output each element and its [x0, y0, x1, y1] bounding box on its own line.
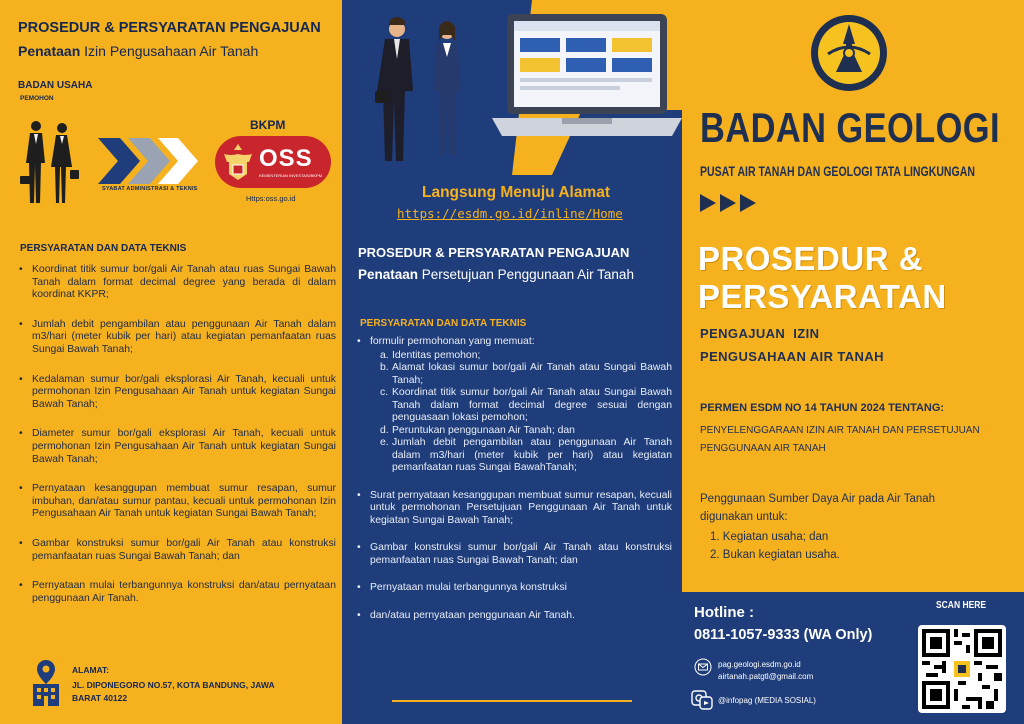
left-subtitle: Penataan Izin Pengusahaan Air Tanah	[18, 43, 259, 59]
divider	[392, 700, 632, 702]
email-icon	[694, 658, 712, 676]
qr-code[interactable]	[918, 625, 1006, 713]
qr-code-icon	[918, 625, 1006, 713]
list-item: • Diameter sumur bor/gali eksplorasi Air Tanah, kecuali untuk permohonan Izin Pengusahaan Air Tanah untuk kegiatan Sungai Bawah Tanah;	[18, 428, 336, 466]
list-item: • Gambar konstruksi sumur bor/gali Air Tanah atau konstruksi pemanfaatan ruas Sungai Bawah Tanah; dan	[356, 542, 672, 567]
esdm-logo	[806, 14, 892, 92]
list-item: e. Jumlah debit pengambilan atau penggunaan Air Tanah dalam m3/hari (meter kubik per hari) atau kegiatan pemanfaatan ruas Sungai BawahTanah;	[380, 437, 672, 473]
email-link[interactable]: airtanah.patgtl@gmail.com	[718, 672, 814, 681]
oss-logo	[215, 136, 331, 188]
address-label: ALAMAT:	[72, 665, 110, 675]
left-requirements-list	[18, 264, 336, 622]
list-item: • Kedalaman sumur bor/gali eksplorasi Air Tanah, kecuali untuk permohonan Izin Pengusahaan Air Tanah untuk kegiatan Sungai Bawah Tanah;	[18, 374, 336, 412]
list-item: • Pernyataan mulai terbangunnya konstruksi dan/atau pernyataan penggunaan Air Tanah.	[18, 580, 336, 605]
oss-small-text: KEMENTERIAN INVESTASI/BKPM	[259, 173, 323, 178]
website-link[interactable]: pag.geologi.esdm.go.id	[718, 660, 801, 669]
triple-arrow-icon	[698, 192, 760, 214]
list-item: • Pernyataan kesanggupan membuat sumur resapan, sumur imbuhan, dan/atau sumur pantau, kecuali untuk permohonan Izin Pengusahaan Air Tanah untuk kegiatan Sungai Bawah Tanah;	[18, 483, 336, 521]
left-panel	[0, 0, 342, 724]
esdm-url-link[interactable]: https://esdm.go.id/inline/Home	[397, 206, 623, 221]
list-item: • formulir permohonan yang memuat: a. Identitas pemohon; b. Alamat lokasi sumur bor/gali Air Tanah atau Sungai Bawah Tanah; c. Koordinat titik sumur bor/gali Air Tanah atau Sungai Bawah Tanah dalam format decimal degree sesuai dengan penguasaan lokasi pemohon; d. Peruntukan penggunaan Air Tanah; dan e. Jumlah debit pengambilan atau penggunaan Air Tanah dalam m3/hari (meter kubik per hari) atau kegiatan pemanfaatan ruas Sungai BawahTanah;	[356, 336, 672, 475]
list-item: • Jumlah debit pengambilan atau penggunaan Air Tanah dalam m3/hari (meter kubik per hari) atau kegiatan pemanfaatan ruas Sungai Bawah Tanah;	[18, 319, 336, 357]
list-item: • Koordinat titik sumur bor/gali Air Tanah atau ruas Sungai Bawah Tanah dalam format decimal degree yang berada di dalam koordinat KKPR;	[18, 264, 336, 302]
form-items-list	[370, 350, 672, 475]
middle-requirements-list	[356, 336, 672, 637]
left-requirements-heading: PERSYARATAN DAN DATA TEKNIS	[20, 243, 187, 254]
middle-requirements-heading: PERSYARATAN DAN DATA TEKNIS	[360, 318, 527, 329]
location-building-icon	[30, 660, 62, 706]
laptop-illustration	[492, 14, 682, 144]
oss-text: OSS	[259, 145, 313, 172]
list-item: • Pernyataan mulai terbangunnya konstruksi	[356, 582, 672, 595]
badan-geologi-subtitle: PUSAT AIR TANAH DAN GEOLOGI TATA LINGKUNGAN	[700, 164, 975, 179]
instagram-handle[interactable]: @infopag (MEDIA SOSIAL)	[718, 696, 816, 705]
badan-usaha-label: BADAN USAHA	[18, 80, 93, 91]
oss-url-link[interactable]: Https:oss.go.id	[246, 194, 296, 203]
social-media-icon	[690, 689, 714, 711]
pengajuan-izin-heading: PENGAJUAN IZIN PENGUSAHAAN AIR TANAH	[700, 326, 884, 364]
left-title: PROSEDUR & PERSYARATAN PENGAJUAN	[18, 20, 321, 36]
scan-here-label: SCAN HERE	[936, 600, 987, 611]
penggunaan-text: Penggunaan Sumber Daya Air pada Air Tanah digunakan untuk:	[700, 493, 936, 523]
prosedur-heading: PROSEDUR & PERSYARATAN	[698, 240, 947, 315]
pemohon-label: PEMOHON	[20, 95, 54, 102]
contact-section	[682, 592, 1024, 724]
list-item: b. Alamat lokasi sumur bor/gali Air Tanah atau Sungai Bawah Tanah;	[380, 362, 672, 386]
list-item: 1. Kegiatan usaha; dan	[710, 531, 829, 543]
middle-panel	[342, 0, 682, 724]
uses-list	[710, 528, 840, 564]
business-people-illustration	[357, 15, 487, 175]
hotline-label: Hotline :	[694, 604, 754, 621]
permen-label: PERMEN ESDM NO 14 TAHUN 2024 TENTANG:	[700, 402, 945, 414]
bkpm-label: BKPM	[250, 118, 286, 132]
hotline-number[interactable]: 0811-1057-9333 (WA Only)	[694, 627, 873, 643]
address-value: JL. DIPONEGORO NO.57, KOTA BANDUNG, JAWA BARAT 40122	[72, 680, 275, 703]
list-item: • dan/atau pernyataan penggunaan Air Tanah.	[356, 610, 672, 623]
penyelenggaraan-text: PENYELENGGARAAN IZIN AIR TANAH DAN PERSETUJUAN PENGGUNAAN AIR TANAH	[700, 425, 980, 454]
langsung-heading: Langsung Menuju Alamat	[422, 184, 611, 201]
syabat-label: SYABAT ADMINISTRASI & TEKNIS	[102, 186, 198, 192]
garuda-icon	[221, 142, 255, 182]
list-item: c. Koordinat titik sumur bor/gali Air Tanah atau Sungai Bawah Tanah dalam format decimal degree sesuai dengan penguasaan lokasi pemohon;	[380, 387, 672, 423]
middle-title: PROSEDUR & PERSYARATAN PENGAJUAN	[358, 245, 630, 260]
list-item: • Surat pernyataan kesanggupan membuat sumur resapan, kecuali untuk permohonan Persetujuan Penggunaan Air Tanah untuk kegiatan Sungai Bawah Tanah;	[356, 490, 672, 528]
middle-subtitle: Penataan Persetujuan Penggunaan Air Tanah	[358, 267, 634, 282]
list-item: d. Peruntukan penggunaan Air Tanah; dan	[380, 424, 575, 436]
right-panel	[682, 0, 1024, 724]
chevron-arrows-icon	[98, 138, 198, 184]
badan-geologi-title: BADAN GEOLOGI	[700, 104, 1000, 151]
list-item: • Gambar konstruksi sumur bor/gali Air Tanah atau konstruksi pemanfaatan ruas Sungai Bawah Tanah; dan	[18, 538, 336, 563]
list-item: a. Identitas pemohon;	[380, 349, 481, 361]
business-people-icon	[18, 118, 84, 208]
list-item: 2. Bukan kegiatan usaha.	[710, 549, 840, 561]
